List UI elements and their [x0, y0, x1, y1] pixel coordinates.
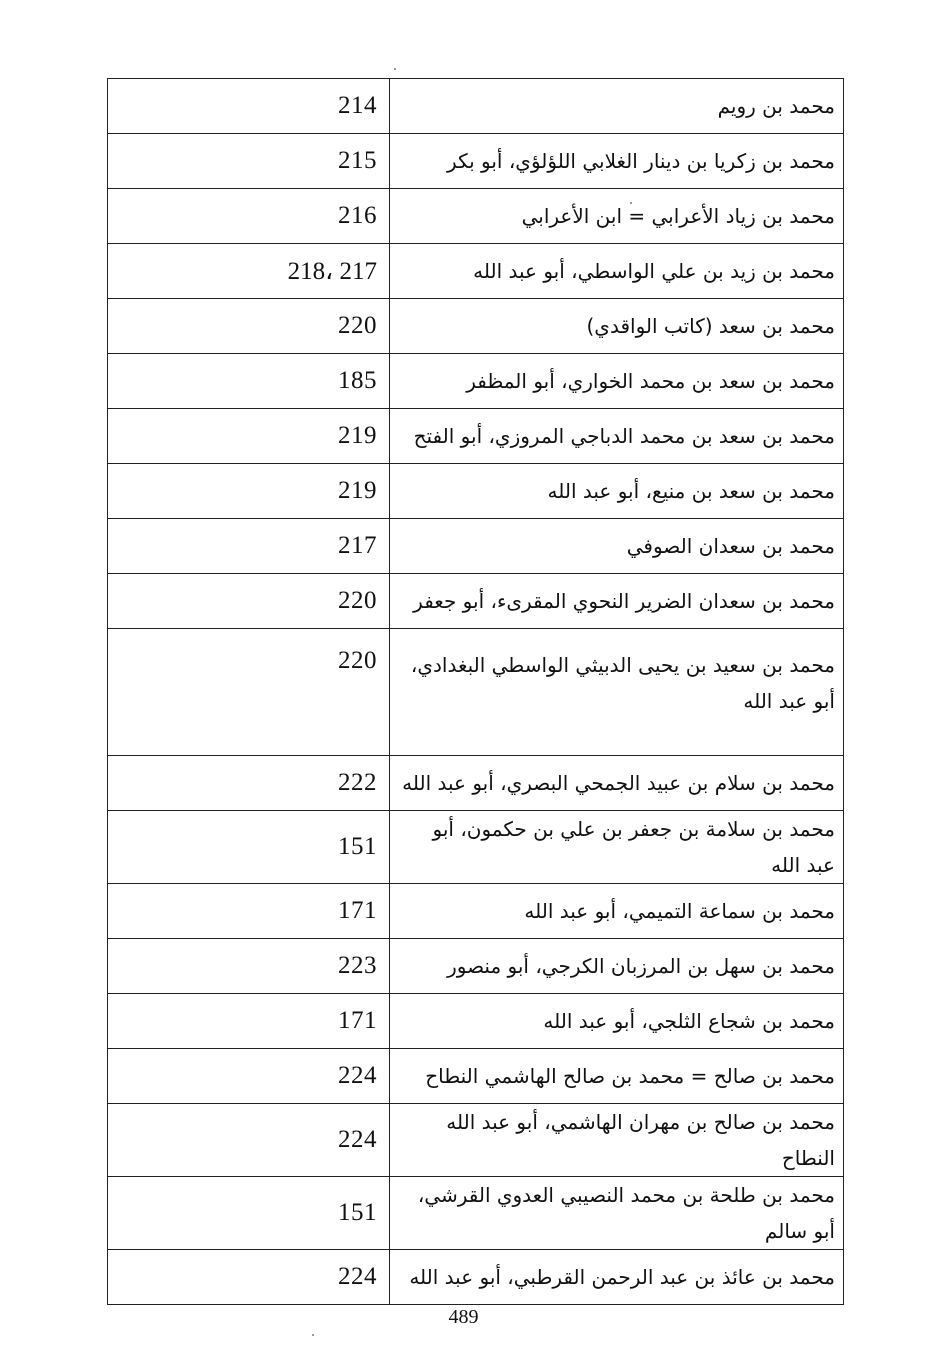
- person-name: محمد بن زكريا بن دينار الغلابي اللؤلؤي، أبو بكر: [390, 134, 844, 189]
- person-name: محمد بن صالح = محمد بن صالح الهاشمي النطاح: [390, 1049, 844, 1104]
- page-reference: 151: [108, 811, 390, 884]
- page-reference: 151: [108, 1177, 390, 1250]
- page-reference: 171: [108, 884, 390, 939]
- person-name: محمد بن سعد بن محمد الخواري، أبو المظفر: [390, 354, 844, 409]
- table-row: [108, 1177, 844, 1250]
- table-row: [108, 994, 844, 1049]
- page-reference: 215: [108, 134, 390, 189]
- table-row: [108, 1049, 844, 1104]
- person-name: محمد بن سعد (كاتب الواقدي): [390, 299, 844, 354]
- person-name: محمد بن زياد الأعرابي = ابن الأعرابي: [390, 189, 844, 244]
- table-row: [108, 519, 844, 574]
- table-row: [108, 574, 844, 629]
- person-name: محمد بن سهل بن المرزبان الكرجي، أبو منصور: [390, 939, 844, 994]
- table-row: [108, 939, 844, 994]
- table-row: [108, 79, 844, 134]
- page-reference: 224: [108, 1049, 390, 1104]
- person-name: محمد بن سعد بن محمد الدباجي المروزي، أبو الفتح: [390, 409, 844, 464]
- person-name: محمد بن شجاع الثلجي، أبو عبد الله: [390, 994, 844, 1049]
- page-reference: 216: [108, 189, 390, 244]
- table-row: [108, 464, 844, 519]
- table-row: [108, 756, 844, 811]
- person-name: محمد بن سماعة التميمي، أبو عبد الله: [390, 884, 844, 939]
- person-name: محمد بن صالح بن مهران الهاشمي، أبو عبد الله النطاح: [390, 1104, 844, 1177]
- page-reference: 219: [108, 464, 390, 519]
- person-name: محمد بن سلام بن عبيد الجمحي البصري، أبو عبد الله: [390, 756, 844, 811]
- page-reference: 222: [108, 756, 390, 811]
- person-name: محمد بن سلامة بن جعفر بن علي بن حكمون، أبو عبد الله: [390, 811, 844, 884]
- table-row: [108, 134, 844, 189]
- page-reference: 220: [108, 299, 390, 354]
- page-reference: 217: [108, 519, 390, 574]
- scan-speck: [312, 1334, 314, 1336]
- table-row: [108, 354, 844, 409]
- page-reference: 223: [108, 939, 390, 994]
- person-name: محمد بن عائذ بن عبد الرحمن القرطبي، أبو عبد الله: [390, 1250, 844, 1305]
- person-name: محمد بن سعدان الضرير النحوي المقرىء، أبو جعفر: [390, 574, 844, 629]
- page-reference: 171: [108, 994, 390, 1049]
- page-reference: 220: [108, 574, 390, 629]
- table-row: [108, 629, 844, 756]
- person-name: محمد بن سعد بن منيع، أبو عبد الله: [390, 464, 844, 519]
- table-row: [108, 1104, 844, 1177]
- page-reference: 214: [108, 79, 390, 134]
- page-reference: 219: [108, 409, 390, 464]
- page-reference: 224: [108, 1104, 390, 1177]
- table-row: [108, 409, 844, 464]
- table-row: [108, 299, 844, 354]
- scan-speck: [394, 68, 396, 70]
- table-row: [108, 1250, 844, 1305]
- page-reference: 185: [108, 354, 390, 409]
- person-name: محمد بن طلحة بن محمد النصيبي العدوي القرشي، أبو سالم: [390, 1177, 844, 1250]
- table-row: [108, 189, 844, 244]
- page-reference: 220: [108, 629, 390, 756]
- person-name: محمد بن رويم: [390, 79, 844, 134]
- index-table: [107, 78, 844, 1305]
- page-reference: 218، 217: [108, 244, 390, 299]
- page-reference: 224: [108, 1250, 390, 1305]
- person-name: محمد بن سعدان الصوفي: [390, 519, 844, 574]
- table-row: [108, 244, 844, 299]
- table-row: [108, 811, 844, 884]
- person-name: محمد بن زيد بن علي الواسطي، أبو عبد الله: [390, 244, 844, 299]
- person-name: محمد بن سعيد بن يحيى الدبيثي الواسطي البغدادي، أبو عبد الله: [390, 629, 844, 756]
- table-row: [108, 884, 844, 939]
- page-number: 489: [448, 1306, 479, 1328]
